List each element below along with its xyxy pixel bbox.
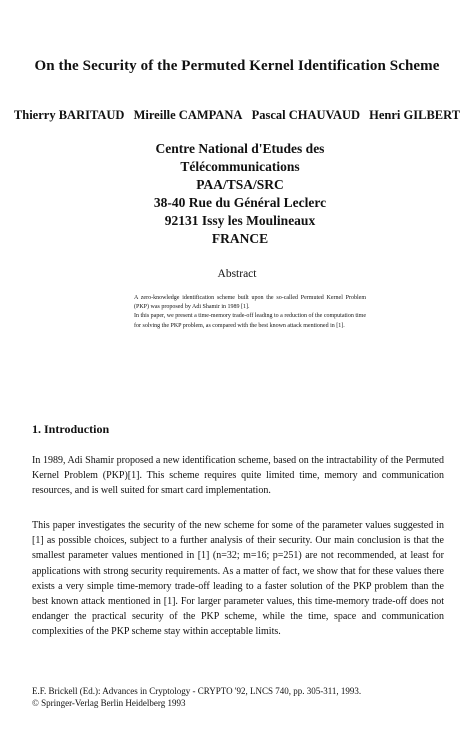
abstract-paragraph: In this paper, we present a time-memory trade-off leading to a reduction of the computation time for solving the PKP problem, as compared with the best known attack mentioned in [1]. <box>134 313 366 329</box>
author-name: Henri GILBERT <box>369 108 461 122</box>
section-heading: 1. Introduction <box>32 422 110 436</box>
author-name: Mireille CAMPANA <box>133 108 243 122</box>
footer-citation <box>32 686 444 709</box>
affiliation-block <box>100 140 380 248</box>
abstract-paragraph: A zero-knowledge identification scheme built upon the so-called Permuted Kernel Problem (PKP) was proposed by Adi Shamir in 1989 [1]. <box>134 295 366 311</box>
affiliation-city: 92131 Issy les Moulineaux <box>164 213 316 228</box>
footer-citation-line: E.F. Brickell (Ed.): Advances in Cryptology - CRYPTO '92, LNCS 740, pp. 305-311, 1993. <box>32 686 362 696</box>
abstract-body <box>134 294 366 331</box>
author-list <box>0 108 474 123</box>
affiliation-institution: Centre National d'Etudes des Télécommunications <box>155 141 325 174</box>
author-name: Pascal CHAUVAUD <box>251 108 361 122</box>
abstract-heading: Abstract <box>217 268 257 280</box>
author-name: Thierry BARITAUD <box>13 108 125 122</box>
affiliation-street: 38-40 Rue du Général Leclerc <box>153 195 327 210</box>
affiliation-department: PAA/TSA/SRC <box>196 177 284 192</box>
affiliation-country: FRANCE <box>211 231 269 246</box>
body-paragraph: This paper investigates the security of the new scheme for some of the parameter values suggested in [1] as possible choices, subject to a further analysis of their security. Our main conclusion is that the smallest parameter values mentioned in [1] (n=32; m=16; p=251) are not recommended, at least for applications with strong security requirements. As a matter of fact, we show that for these values there exists a very simple time-memory trade-off leading to a faster solution of the PKP problem than the best known attack mentioned in [1]. For larger parameter values, this time-memory trade-off does not endanger the practical security of the PKP scheme, while the time, space and communication complexities of the PKP scheme stay within acceptable limits. <box>32 520 444 638</box>
paper-title: On the Security of the Permuted Kernel Identification Scheme <box>34 58 440 74</box>
body-paragraph: In 1989, Adi Shamir proposed a new identification scheme, based on the intractability of the Permuted Kernel Problem (PKP)[1]. This scheme requires quite limited time, memory and communication resources, and is well suited for smart card implementation. <box>32 455 444 497</box>
footer-copyright-line: © Springer-Verlag Berlin Heidelberg 1993 <box>32 697 186 708</box>
